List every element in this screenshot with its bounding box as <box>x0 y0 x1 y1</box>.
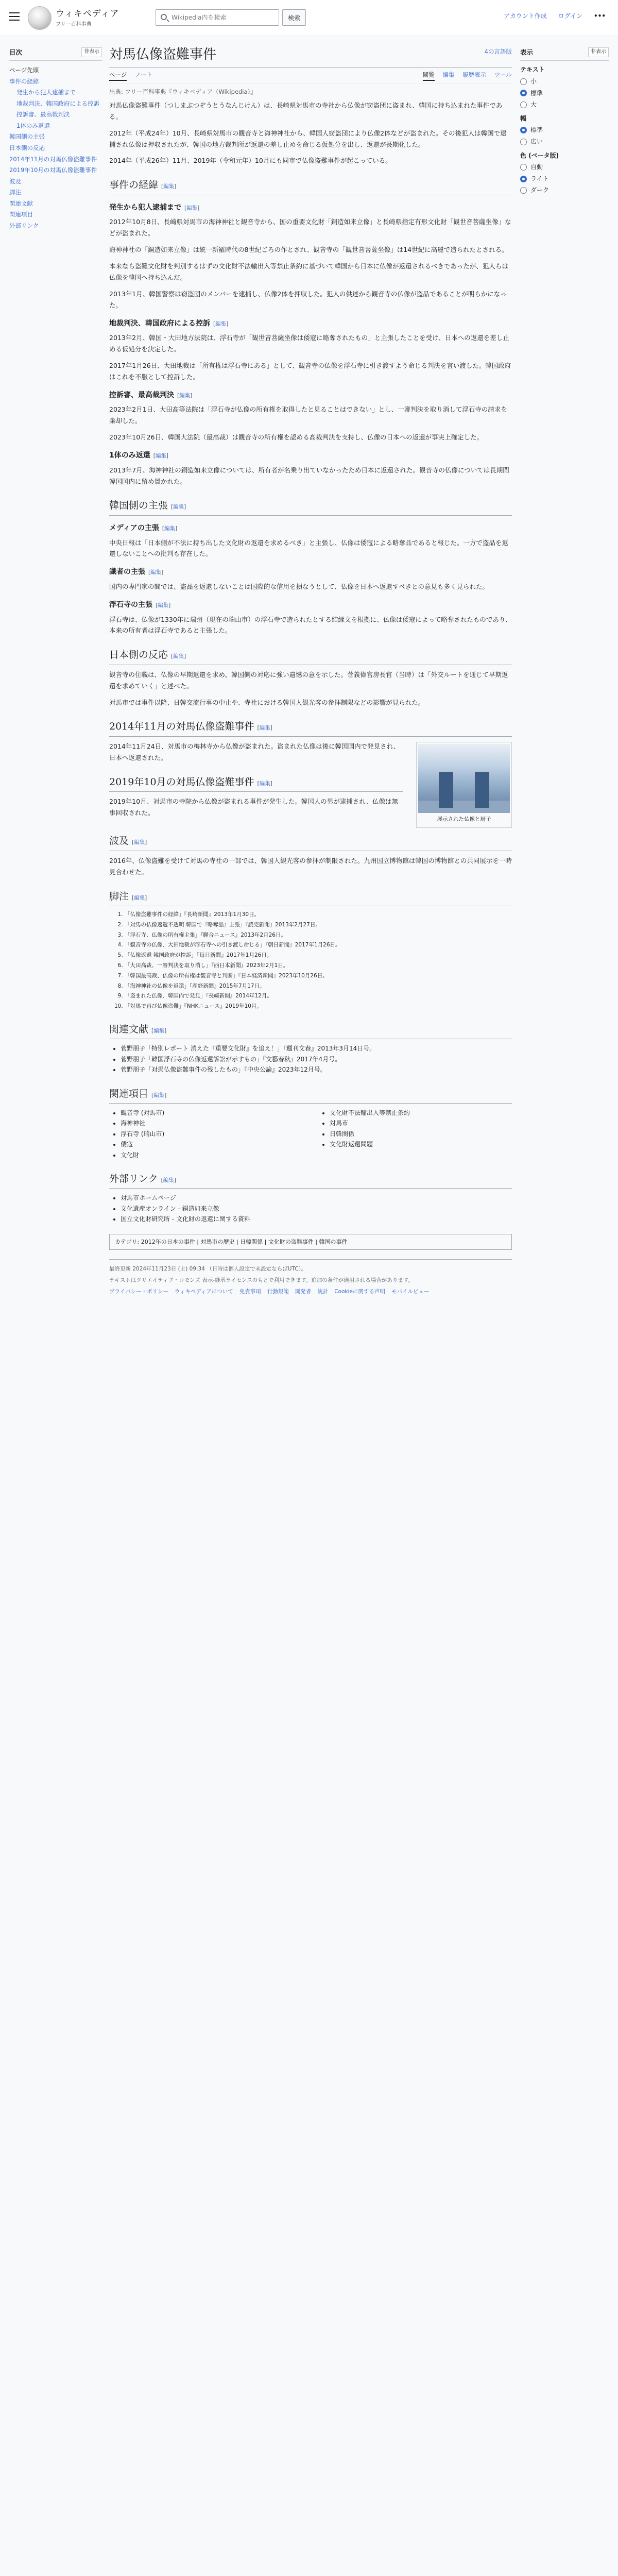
appearance-option[interactable] <box>520 185 609 195</box>
tab-talk[interactable]: ノート <box>134 71 153 79</box>
tab-page[interactable]: ページ <box>109 71 127 81</box>
page-title-text: 対馬仏像盗難事件 <box>109 47 217 62</box>
bibliography-list <box>109 1043 512 1075</box>
radio-button-icon[interactable] <box>520 176 527 182</box>
appearance-option[interactable] <box>520 77 609 87</box>
subsection-heading: 地裁判決、韓国政府による控訴[ 編集 ] <box>109 318 512 330</box>
section-paragraph: 2013年1月、韓国警察は窃盗団のメンバーを逮捕し、仏像2体を押収した。犯人の供述から観音寺の仏像が盗品であることが明らかになった。 <box>109 290 507 309</box>
footer-link[interactable]: 免責事項 <box>239 1289 261 1295</box>
appearance-option-label: 広い <box>530 138 543 145</box>
appearance-option-label: ダーク <box>530 187 550 194</box>
subsection-heading: 発生から犯人逮捕まで[ 編集 ] <box>109 202 512 214</box>
appearance-title: 表示 <box>520 48 534 56</box>
table-of-contents <box>9 47 102 231</box>
footer-link[interactable]: プライバシー・ポリシー <box>109 1289 168 1295</box>
section-heading: 関連文献[ 編集 ] <box>109 1022 512 1039</box>
related-link[interactable]: • 倭寇 <box>121 1139 303 1149</box>
toc-item[interactable]: 波及 <box>9 177 21 185</box>
footer-link[interactable]: 行動規範 <box>267 1289 289 1295</box>
reference-item[interactable]: 9. 「盗まれた仏像、韓国内で発見」『長崎新聞』2014年12月。 <box>125 992 512 1001</box>
radio-button-icon[interactable] <box>520 127 527 133</box>
radio-button-icon[interactable] <box>520 164 527 171</box>
toc-item[interactable]: ページ先頭 <box>9 66 39 74</box>
subsection-heading: メディアの主張[ 編集 ] <box>109 523 512 534</box>
related-link[interactable]: • 日韓関係 <box>330 1129 512 1139</box>
appearance-option-label: 大 <box>530 101 537 109</box>
page-title <box>109 41 512 67</box>
intro-paragraph-3: 2014年（平成26年）11月、2019年（令和元年）10月にも同市で仏像盗難事件が起こっている。 <box>109 157 392 165</box>
external-link[interactable]: • 文化遺産オンライン - 銅造如来立像 <box>121 1204 512 1214</box>
section-heading: 韓国側の主張[ 編集 ] <box>109 498 512 515</box>
section-heading: 外部リンク[ 編集 ] <box>109 1172 512 1189</box>
external-link[interactable]: • 国立文化財研究所 - 文化財の返還に関する資料 <box>121 1214 512 1224</box>
appearance-group-title: テキスト <box>520 66 545 74</box>
section-heading: 2014年11月の対馬仏像盗難事件[ 編集 ] <box>109 719 512 736</box>
toc-item[interactable]: 控訴審、最高裁判決 <box>16 111 70 118</box>
intro-paragraph-2: 2012年（平成24年）10月、長崎県対馬市の観音寺と海神神社から、韓国人窃盗団により仏像2体などが盗まれた。その後犯人は韓国で逮捕され仏像は押収されたが、韓国の地方裁判所が返還の差し止めを命じる仮処分を出し、返還が長期化した。 <box>109 129 507 148</box>
related-list-right <box>318 1108 512 1160</box>
section-paragraph: 浮石寺は、仏像が1330年に瑞州（現在の瑞山市）の浮石寺で造られたとする結縁文を根拠に、仏像は倭寇によって略奪されたものであり、本来の所有者は浮石寺であると主張した。 <box>109 615 512 635</box>
section-paragraph: 本来なら盗難文化財を判別するはずの文化財不法輸出入等禁止条約に基づいて韓国から日本に仏像が返還されるべきであったが、犯人らは仏像を韓国へ持ち込んだ。 <box>109 262 508 281</box>
section-heading: 脚注[ 編集 ] <box>109 889 512 906</box>
related-link[interactable]: • 浮石寺 (瑞山市) <box>121 1129 303 1139</box>
section-paragraph: 2014年11月24日、対馬市の梅林寺から仏像が盗まれた。盗まれた仏像は後に韓国国内で発見され、日本へ返還された。 <box>109 742 400 761</box>
section-paragraph: 対馬市では事件以降、日韓交流行事の中止や、寺社における韓国人観光客の参拝制限などの影響が見られた。 <box>109 698 425 706</box>
appearance-option-label: 小 <box>530 77 537 85</box>
appearance-option-label: ライト <box>530 175 549 182</box>
toc-hide-button[interactable]: 非表示 <box>81 47 102 57</box>
appearance-hide-button[interactable]: 非表示 <box>588 47 609 57</box>
appearance-group-title: 幅 <box>520 114 527 122</box>
appearance-option[interactable] <box>520 174 609 184</box>
related-list-left <box>109 1108 303 1160</box>
section-heading: 関連項目[ 編集 ] <box>109 1087 512 1104</box>
appearance-option[interactable] <box>520 137 609 147</box>
section-paragraph: 2013年7月、海神神社の銅造如来立像については、所有者が名乗り出ていなかったため日本に返還された。観音寺の仏像については長期間韓国国内に留め置かれた。 <box>109 466 509 485</box>
reference-item[interactable]: 8. 「海神神社の仏像を返還」『産経新聞』2015年7月17日。 <box>125 982 512 991</box>
edit-link[interactable]: [ 編集 ] <box>132 839 147 845</box>
toc-item[interactable]: 外部リンク <box>9 222 39 229</box>
section-heading: 日本側の反応[ 編集 ] <box>109 648 512 665</box>
article-content <box>109 41 512 1296</box>
appearance-panel <box>520 47 609 197</box>
appearance-option[interactable] <box>520 125 609 135</box>
footer-link[interactable]: 統計 <box>317 1289 329 1295</box>
appearance-group-title: 色 (ベータ版) <box>520 151 559 159</box>
bibliography-item[interactable]: • 菅野朋子「韓国浮石寺の仏像返還訴訟が示すもの」『文藝春秋』2017年4月号。 <box>121 1054 512 1064</box>
source-note: 出典: フリー百科事典『ウィキペディア（Wikipedia）』 <box>109 88 256 96</box>
reference-item[interactable]: 2. 「対馬の仏像返還不透明 韓国で『略奪品』主張」『読売新聞』2013年2月27日。 <box>125 921 512 929</box>
section-heading: 事件の経緯[ 編集 ] <box>109 178 512 195</box>
radio-button-icon[interactable] <box>520 187 527 194</box>
radio-button-icon[interactable] <box>520 101 527 108</box>
figure-caption: 展示された仏像と厨子 <box>437 816 491 823</box>
edit-link[interactable]: [ 編集 ] <box>148 569 163 575</box>
last-modified: 最終更新 2024年11月23日 (土) 09:34 （日時は個人設定で未設定ならばUTC）。 <box>109 1265 307 1272</box>
subsection-heading: 1体のみ返還[ 編集 ] <box>109 450 512 462</box>
section-heading: 波及[ 編集 ] <box>109 834 512 851</box>
page-tabs <box>109 67 512 83</box>
section-heading: 2019年10月の対馬仏像盗難事件[ 編集 ] <box>109 775 403 792</box>
section-paragraph: 2017年1月26日、大田地裁は「所有権は浮石寺にある」として、観音寺の仏像を浮石寺に引き渡すよう命じる判決を言い渡した。韓国政府はこれを不服として控訴した。 <box>109 361 511 381</box>
site-header <box>0 0 618 36</box>
toc-item[interactable]: 1体のみ返還 <box>16 122 50 129</box>
related-link[interactable]: • 文化財不法輸出入等禁止条約 <box>330 1108 512 1118</box>
subsection-heading: 識者の主張[ 編集 ] <box>109 567 512 578</box>
toc-header <box>9 47 102 61</box>
edit-link[interactable]: [ 編集 ] <box>177 393 192 399</box>
toc-title: 目次 <box>9 48 23 56</box>
reference-item[interactable]: 5. 「仏像返還 韓国政府が控訴」『毎日新聞』2017年1月26日。 <box>125 951 512 960</box>
toc-item[interactable]: 脚注 <box>9 189 21 196</box>
section-2014 <box>109 719 512 822</box>
appearance-option-label: 標準 <box>530 126 543 134</box>
wordmark[interactable] <box>56 7 119 29</box>
toc-item[interactable]: 韓国側の主張 <box>9 133 45 141</box>
section-paragraph: 観音寺の住職は、仏像の早期返還を求め、韓国側の対応に強い遺憾の意を示した。菅義偉官房長官（当時）は「外交ルートを通じて早期返還を求めていく」と述べた。 <box>109 670 508 690</box>
tab-history[interactable]: 履歴表示 <box>462 71 487 79</box>
bibliography-item[interactable]: • 菅野朋子「対馬仏像盗難事件の残したもの」『中央公論』2023年12月号。 <box>121 1064 512 1075</box>
section-paragraph: 2023年10月26日、韓国大法院（最高裁）は観音寺の所有権を認める高裁判決を支持し、仏像の日本への返還が事実上確定した。 <box>109 433 484 442</box>
related-link[interactable]: • 文化財 <box>121 1150 303 1160</box>
toc-item[interactable]: 地裁判決、韓国政府による控訴 <box>16 99 99 107</box>
search-icon <box>161 14 167 20</box>
edit-link[interactable]: [ 編集 ] <box>258 725 272 731</box>
edit-link[interactable]: [ 編集 ] <box>153 453 168 459</box>
section-paragraph: 海神神社の「銅造如来立像」は統一新羅時代の8世紀ごろの作とされ、観音寺の「観世音菩薩坐像」は14世紀に高麗で造られたとされる。 <box>109 246 508 254</box>
section-paragraph: 2012年10月8日、長崎県対馬市の海神神社と観音寺から、国の重要文化財「銅造如来立像」と長崎県指定有形文化財「観世音菩薩坐像」などが盗まれた。 <box>109 218 511 238</box>
edit-link[interactable]: [ 編集 ] <box>184 205 199 211</box>
radio-button-icon[interactable] <box>520 78 527 85</box>
footer-link[interactable]: 開発者 <box>295 1289 312 1295</box>
edit-link[interactable]: [ 編集 ] <box>132 895 147 901</box>
create-account-link[interactable]: アカウント作成 <box>504 12 547 20</box>
toc-item[interactable]: 関連項目 <box>9 211 33 218</box>
tab-read[interactable]: 閲覧 <box>423 71 435 81</box>
footer-link[interactable]: モバイルビュー <box>391 1289 430 1295</box>
appearance-header <box>520 47 609 61</box>
reference-item[interactable]: 1. 「仏像盗難事件の経緯」『長崎新聞』2013年1月30日。 <box>125 910 512 919</box>
page-footer <box>109 1259 512 1296</box>
related-link[interactable]: • 文化財返還問題 <box>330 1139 512 1149</box>
toc-item[interactable]: 発生から犯人逮捕まで <box>16 89 76 96</box>
tab-tools[interactable]: ツール <box>494 71 512 79</box>
radio-button-icon[interactable] <box>520 90 527 96</box>
related-articles <box>109 1108 512 1160</box>
wikipedia-logo[interactable] <box>28 6 52 30</box>
section-paragraph: 2023年2月1日、大田高等法院は「浮石寺が仏像の所有権を取得したと見ることはできない」とし、一審判決を取り消して浮石寺の請求を棄却した。 <box>109 405 507 425</box>
edit-link[interactable]: [ 編集 ] <box>156 602 170 608</box>
language-button[interactable]: 4の言語版 <box>484 48 512 55</box>
login-link[interactable]: ログイン <box>558 12 583 20</box>
edit-link[interactable]: [ 編集 ] <box>258 781 272 787</box>
bibliography-item[interactable]: • 菅野朋子「特別レポート 消えた『重要文化財』を追え！」『週刊文春』2013年3月14日号。 <box>121 1043 512 1054</box>
intro-paragraph-1: 対馬仏像盗難事件（つしまぶつぞうとうなんじけん）は、長崎県対馬市の寺社から仏像が窃盗団に盗まれ、韓国に持ち込まれた事件である。 <box>109 101 503 121</box>
section-paragraph: 2013年2月、韓国・大田地方法院は、浮石寺が「観世音菩薩坐像は倭寇に略奪されたもの」と主張したことを受け、日本への返還を差し止める仮処分を決定した。 <box>109 334 509 353</box>
section-paragraph: 2016年、仏像盗難を受けて対馬の寺社の一部では、韓国人観光客の参拝が制限された。九州国立博物館は韓国の博物館との共同展示を一時見合わせた。 <box>109 856 512 876</box>
related-link[interactable]: • 観音寺 (対馬市) <box>121 1108 303 1118</box>
related-link[interactable]: • 対馬市 <box>330 1118 512 1128</box>
footer-link[interactable]: ウィキペディアについて <box>174 1289 233 1295</box>
toc-item[interactable]: 事件の経緯 <box>9 77 39 85</box>
external-links-list <box>109 1193 512 1224</box>
search-input[interactable] <box>171 12 274 23</box>
edit-link[interactable]: [ 編集 ] <box>151 1092 166 1098</box>
more-options-icon[interactable]: ••• <box>593 12 606 20</box>
section-paragraph: 国内の専門家の間では、盗品を返還しないことは国際的な信用を損なうとして、仏像を日本へ返還すべきとの意見も多く見られた。 <box>109 583 489 591</box>
reference-item[interactable]: 6. 「大田高裁、一審判決を取り消し」『西日本新聞』2023年2月1日。 <box>125 961 512 970</box>
edit-link[interactable]: [ 編集 ] <box>161 1177 176 1183</box>
buddha-statue-image[interactable] <box>418 744 510 813</box>
tab-edit[interactable]: 編集 <box>442 71 455 79</box>
edit-link[interactable]: [ 編集 ] <box>213 321 228 327</box>
external-link[interactable]: • 対馬市ホームページ <box>121 1193 512 1203</box>
footer-link[interactable]: Cookieに関する声明 <box>334 1289 385 1295</box>
reference-item[interactable]: 7. 「韓国最高裁、仏像の所有権は観音寺と判断」『日本経済新聞』2023年10月26日。 <box>125 972 512 980</box>
search-box[interactable] <box>156 9 279 26</box>
reference-item[interactable]: 10. 「対馬で再び仏像盗難」『NHKニュース』2019年10月。 <box>125 1002 512 1011</box>
edit-link[interactable]: [ 編集 ] <box>171 504 186 510</box>
references-list <box>109 910 512 1011</box>
subsection-heading: 控訴審、最高裁判決[ 編集 ] <box>109 390 512 401</box>
subsection-heading: 浮石寺の主張[ 編集 ] <box>109 600 512 611</box>
section-paragraph: 2019年10月、対馬市の寺院から仏像が盗まれる事件が発生した。韓国人の男が逮捕され、仏像は無事回収された。 <box>109 798 398 817</box>
edit-link[interactable]: [ 編集 ] <box>171 653 186 659</box>
appearance-option-label: 標準 <box>530 89 543 97</box>
appearance-option[interactable] <box>520 100 609 110</box>
wordmark-title: ウィキペディア <box>56 9 119 19</box>
personal-tools <box>494 11 606 21</box>
toc-item[interactable]: 2014年11月の対馬仏像盗難事件 <box>9 155 97 163</box>
radio-button-icon[interactable] <box>520 139 527 145</box>
edit-link[interactable]: [ 編集 ] <box>161 183 176 190</box>
appearance-option[interactable] <box>520 162 609 172</box>
edit-link[interactable]: [ 編集 ] <box>151 1028 166 1034</box>
buddha-statue-figure <box>416 742 512 827</box>
toc-item[interactable]: 関連文献 <box>9 199 33 207</box>
reference-item[interactable]: 3. 「浮石寺、仏像の所有権主張」『聯合ニュース』2013年2月26日。 <box>125 931 512 940</box>
category-links[interactable]: カテゴリ: 2012年の日本の事件 | 対馬市の歴史 | 日韓関係 | 文化財の盗難事件 | 韓国の事件 <box>109 1234 512 1250</box>
edit-link[interactable]: [ 編集 ] <box>162 526 177 532</box>
toc-item[interactable]: 日本側の反応 <box>9 144 45 151</box>
reference-item[interactable]: 4. 「観音寺の仏像、大田地裁が浮石寺への引き渡し命じる」『朝日新聞』2017年1月26日。 <box>125 941 512 950</box>
toc-item[interactable]: 2019年10月の対馬仏像盗難事件 <box>9 166 97 174</box>
appearance-option-label: 自動 <box>530 163 543 171</box>
section-paragraph: 中央日報は「日本側が不法に持ち出した文化財の返還を求めるべき」と主張し、仏像は倭寇による略奪品であると報じた。一方で盗品を返還しないことへの批判も存在した。 <box>109 538 509 558</box>
search-button[interactable]: 検索 <box>282 9 306 26</box>
related-link[interactable]: • 海神神社 <box>121 1118 303 1128</box>
wordmark-tagline: フリー百科事典 <box>56 22 92 28</box>
license-note: テキストはクリエイティブ・コモンズ 表示-継承ライセンスのもとで利用できます。追加の条件が適用される場合があります。 <box>109 1277 414 1283</box>
appearance-option[interactable] <box>520 89 609 98</box>
footer-links <box>109 1287 512 1296</box>
main-menu-icon[interactable] <box>9 12 20 21</box>
